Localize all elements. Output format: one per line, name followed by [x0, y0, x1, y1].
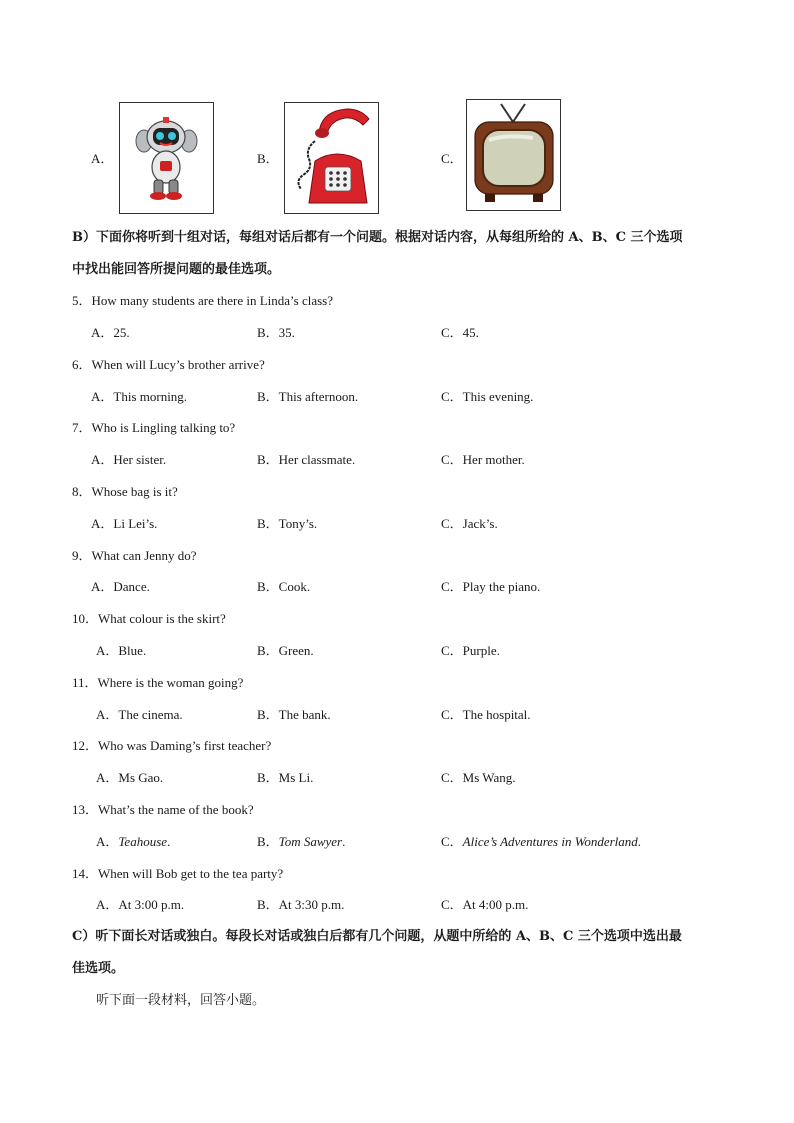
- television-icon: [467, 100, 560, 210]
- q14-option-c: C．At 4:00 p.m.: [441, 897, 529, 912]
- q14-option-b: B．At 3:30 p.m.: [257, 897, 345, 912]
- q5-option-a: A．25.: [91, 325, 130, 340]
- q14-option-a: A．At 3:00 p.m.: [96, 897, 185, 912]
- q10-option-b: B．Green.: [257, 643, 314, 658]
- section-b-line2: 中找出能回答所提问题的最佳选项。: [72, 262, 281, 277]
- option-a-letter: A．: [91, 151, 114, 166]
- option-b-letter: B．: [257, 151, 279, 166]
- q13-option-c: C．Alice’s Adventures in Wonderland.: [441, 834, 642, 849]
- question-7: 7．Who is Lingling talking to?: [72, 420, 236, 435]
- option-c-letter: C．: [441, 151, 463, 166]
- robot-picture: [119, 102, 214, 214]
- q10-option-a: A．Blue.: [96, 643, 147, 658]
- q9-option-a: A．Dance.: [91, 579, 150, 594]
- q12-option-a: A．Ms Gao.: [96, 770, 164, 785]
- telephone-picture: [284, 102, 379, 214]
- q12-option-b: B．Ms Li.: [257, 770, 314, 785]
- question-6: 6．When will Lucy’s brother arrive?: [72, 357, 265, 372]
- q13-option-a: A．Teahouse.: [96, 834, 171, 849]
- q6-option-b: B．This afternoon.: [257, 389, 359, 404]
- section-b-line1: B）下面你将听到十组对话，每组对话后都有一个问题。根据对话内容，从每组所给的 A、B、C 三个选项: [72, 230, 683, 245]
- section-c-line2: 佳选项。: [72, 961, 125, 976]
- q8-option-c: C．Jack’s.: [441, 516, 498, 531]
- q9-option-b: B．Cook.: [257, 579, 311, 594]
- q8-option-a: A．Li Lei’s.: [91, 516, 158, 531]
- q7-option-a: A．Her sister.: [91, 452, 167, 467]
- question-9: 9．What can Jenny do?: [72, 548, 197, 563]
- q5-option-b: B．35.: [257, 325, 295, 340]
- q9-option-c: C．Play the piano.: [441, 579, 541, 594]
- question-14: 14．When will Bob get to the tea party?: [72, 866, 284, 881]
- q11-option-c: C．The hospital.: [441, 707, 531, 722]
- q7-option-c: C．Her mother.: [441, 452, 525, 467]
- robot-icon: [120, 103, 213, 213]
- question-13: 13．What’s the name of the book?: [72, 802, 254, 817]
- question-5: 5．How many students are there in Linda’s class?: [72, 293, 334, 308]
- section-c-line1: C）听下面长对话或独白。每段长对话或独白后都有几个问题，从题中所给的 A、B、C 三个选项中选出最: [72, 929, 682, 944]
- q5-option-c: C．45.: [441, 325, 479, 340]
- question-12: 12．Who was Daming’s first teacher?: [72, 738, 272, 753]
- q7-option-b: B．Her classmate.: [257, 452, 356, 467]
- q10-option-c: C．Purple.: [441, 643, 500, 658]
- question-8: 8．Whose bag is it?: [72, 484, 178, 499]
- q6-option-a: A．This morning.: [91, 389, 188, 404]
- question-10: 10．What colour is the skirt?: [72, 611, 226, 626]
- q11-option-a: A．The cinema.: [96, 707, 183, 722]
- q11-option-b: B．The bank.: [257, 707, 331, 722]
- television-picture: [466, 99, 561, 211]
- q8-option-b: B．Tony’s.: [257, 516, 318, 531]
- q12-option-c: C．Ms Wang.: [441, 770, 516, 785]
- telephone-icon: [285, 103, 378, 213]
- question-11: 11．Where is the woman going?: [72, 675, 244, 690]
- section-c-instruction: 听下面一段材料，回答小题。: [96, 993, 266, 1008]
- q6-option-c: C．This evening.: [441, 389, 534, 404]
- q13-option-b: B．Tom Sawyer.: [257, 834, 346, 849]
